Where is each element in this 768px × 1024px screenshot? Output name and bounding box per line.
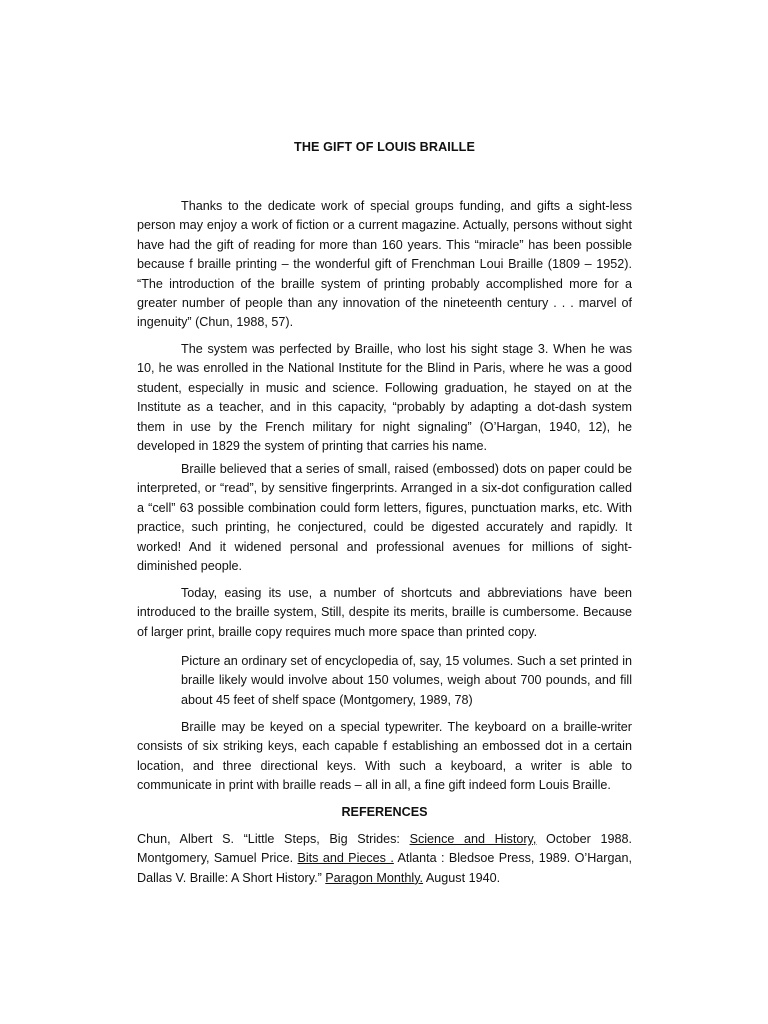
block-quote: Picture an ordinary set of encyclopedia of, say, 15 volumes. Such a set printed in braille likely would involve about 150 volumes, weigh about 700 pounds, and fill about 45 feet of shelf space (Montgomery, 1989, 78) — [181, 654, 632, 707]
paragraph-2: The system was perfected by Braille, who lost his sight stage 3. When he was 10, he was enrolled in the National Institute for the Blind in Paris, where he was a good student, especially in music and science. Following graduation, he stayed on at the Institute as a teacher, and in this capacity, “probably by adapting a dot-dash system them in use by the French military for night signaling” (O’Hargan, 1940, 12), he developed in 1829 the system of printing that carries his name. — [137, 342, 632, 454]
reference-text: Chun, Albert S. “Little Steps, Big Strides: — [137, 832, 410, 846]
paragraph-4: Today, easing its use, a number of shortcuts and abbreviations have been introduced to the braille system, Still, despite its merits, braille is cumbersome. Because of larger print, braille copy requires much more space than printed copy. — [137, 586, 632, 639]
references-heading: REFERENCES — [341, 805, 428, 819]
reference-text: August 1940. — [423, 870, 501, 885]
reference-underlined-title: Science and History, — [409, 832, 537, 846]
reference-text: October 1988. Montgomery, Samuel Price. — [137, 832, 632, 866]
reference-underlined-title: Bits and Pieces . — [297, 851, 394, 866]
document-title: THE GIFT OF LOUIS BRAILLE — [294, 140, 475, 154]
reference-text: Atlanta : Bledsoe Press, 1989. O’Hargan, Dallas V. Braille: A Short History.” — [137, 851, 633, 885]
paragraph-3: Braille believed that a series of small, raised (embossed) dots on paper could be interpreted, or “read”, by sensitive fingerprints. Arranged in a six-dot configuration called a “cell” 63 possible combination could form letters, figures, punctuation marks, etc. With practice, such printing, he conjectured, could be digested accurately and rapidly. It worked! And it widened personal and professional avenues for millions of sight-diminished people. — [137, 462, 632, 574]
paragraph-5: Braille may be keyed on a special typewriter. The keyboard on a braille-writer consists of six striking keys, each capable f establishing an embossed dot in a certain location, and three directional keys. With such a keyboard, a writer is able to communicate in print with braille reads – all in all, a fine gift indeed form Louis Braille. — [137, 720, 632, 793]
references-list — [137, 830, 632, 888]
paragraph-1: Thanks to the dedicate work of special groups funding, and gifts a sight-less person may enjoy a work of fiction or a current magazine. Actually, persons without sight have had the gift of reading for more than 160 years. This “miracle” has been possible because f braille printing – the wonderful gift of Frenchman Loui Braille (1809 – 1952). “The introduction of the braille system of printing probably accomplished more for a greater number of people than any innovation of the nineteenth century . . . marvel of ingenuity” (Chun, 1988, 57). — [137, 199, 632, 330]
reference-underlined-title: Paragon Monthly. — [325, 870, 424, 885]
